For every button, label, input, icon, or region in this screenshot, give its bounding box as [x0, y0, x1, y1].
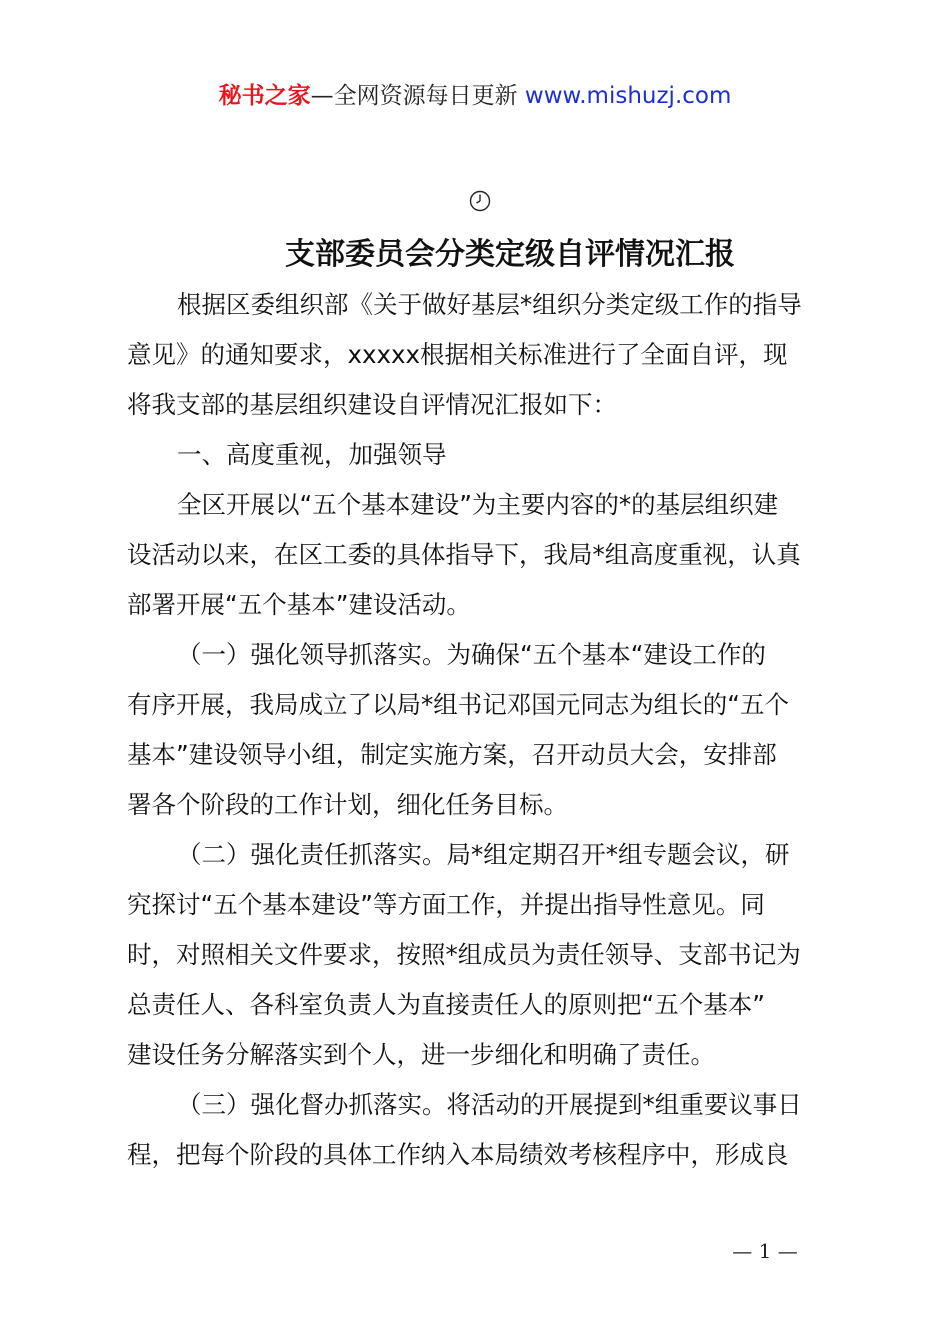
text-line: 时，对照相关文件要求，按照*组成员为责任领导、支部书记为: [127, 940, 801, 969]
page-number: — 1 —: [732, 1239, 798, 1263]
text-line: （二）强化责任抓落实。局*组定期召开*组专题会议，研: [177, 840, 790, 869]
document-body: [127, 280, 837, 1180]
text-line: （三）强化督办抓落实。将活动的开展提到*组重要议事日: [177, 1090, 802, 1119]
text-line: 建设任务分解落实到个人，进一步细化和明确了责任。: [127, 1040, 715, 1069]
text-line: 一、高度重视，加强领导: [177, 440, 447, 469]
text-line: 究探讨“五个基本建设”等方面工作，并提出指导性意见。同: [127, 890, 765, 919]
text-line: 全区开展以“五个基本建设”为主要内容的*的基层组织建: [177, 490, 779, 519]
banner-separator: —: [310, 83, 334, 109]
text-line: 有序开展，我局成立了以局*组书记邓国元同志为组长的“五个: [127, 690, 789, 719]
text-line: 部署开展“五个基本”建设活动。: [127, 590, 471, 619]
text-line: 署各个阶段的工作计划，细化任务目标。: [127, 790, 568, 819]
text-line: 基本”建设领导小组，制定实施方案，召开动员大会，安排部: [127, 740, 777, 769]
text-line: 根据区委组织部《关于做好基层*组织分类定级工作的指导: [177, 290, 802, 319]
text-line: 将我支部的基层组织建设自评情况汇报如下：: [127, 390, 617, 419]
banner-tagline: 全网资源每日更新: [333, 83, 518, 109]
text-line: （一）强化领导抓落实。为确保“五个基本“建设工作的: [177, 640, 766, 669]
clock-icon: [469, 190, 491, 212]
document-title: 支部委员会分类定级自评情况汇报: [285, 237, 735, 272]
banner-url-link[interactable]: www.mishuzj.com: [524, 83, 732, 109]
text-line: 设活动以来，在区工委的具体指导下，我局*组高度重视，认真: [127, 540, 801, 569]
banner-brand: 秘书之家: [218, 83, 311, 109]
text-line: 程，把每个阶段的具体工作纳入本局绩效考核程序中，形成良: [127, 1140, 789, 1169]
text-line: 总责任人、各科室负责人为直接责任人的原则把“五个基本”: [127, 990, 765, 1019]
site-banner: [0, 80, 950, 112]
text-line: 意见》的通知要求，xxxxx根据相关标准进行了全面自评，现: [127, 340, 788, 369]
